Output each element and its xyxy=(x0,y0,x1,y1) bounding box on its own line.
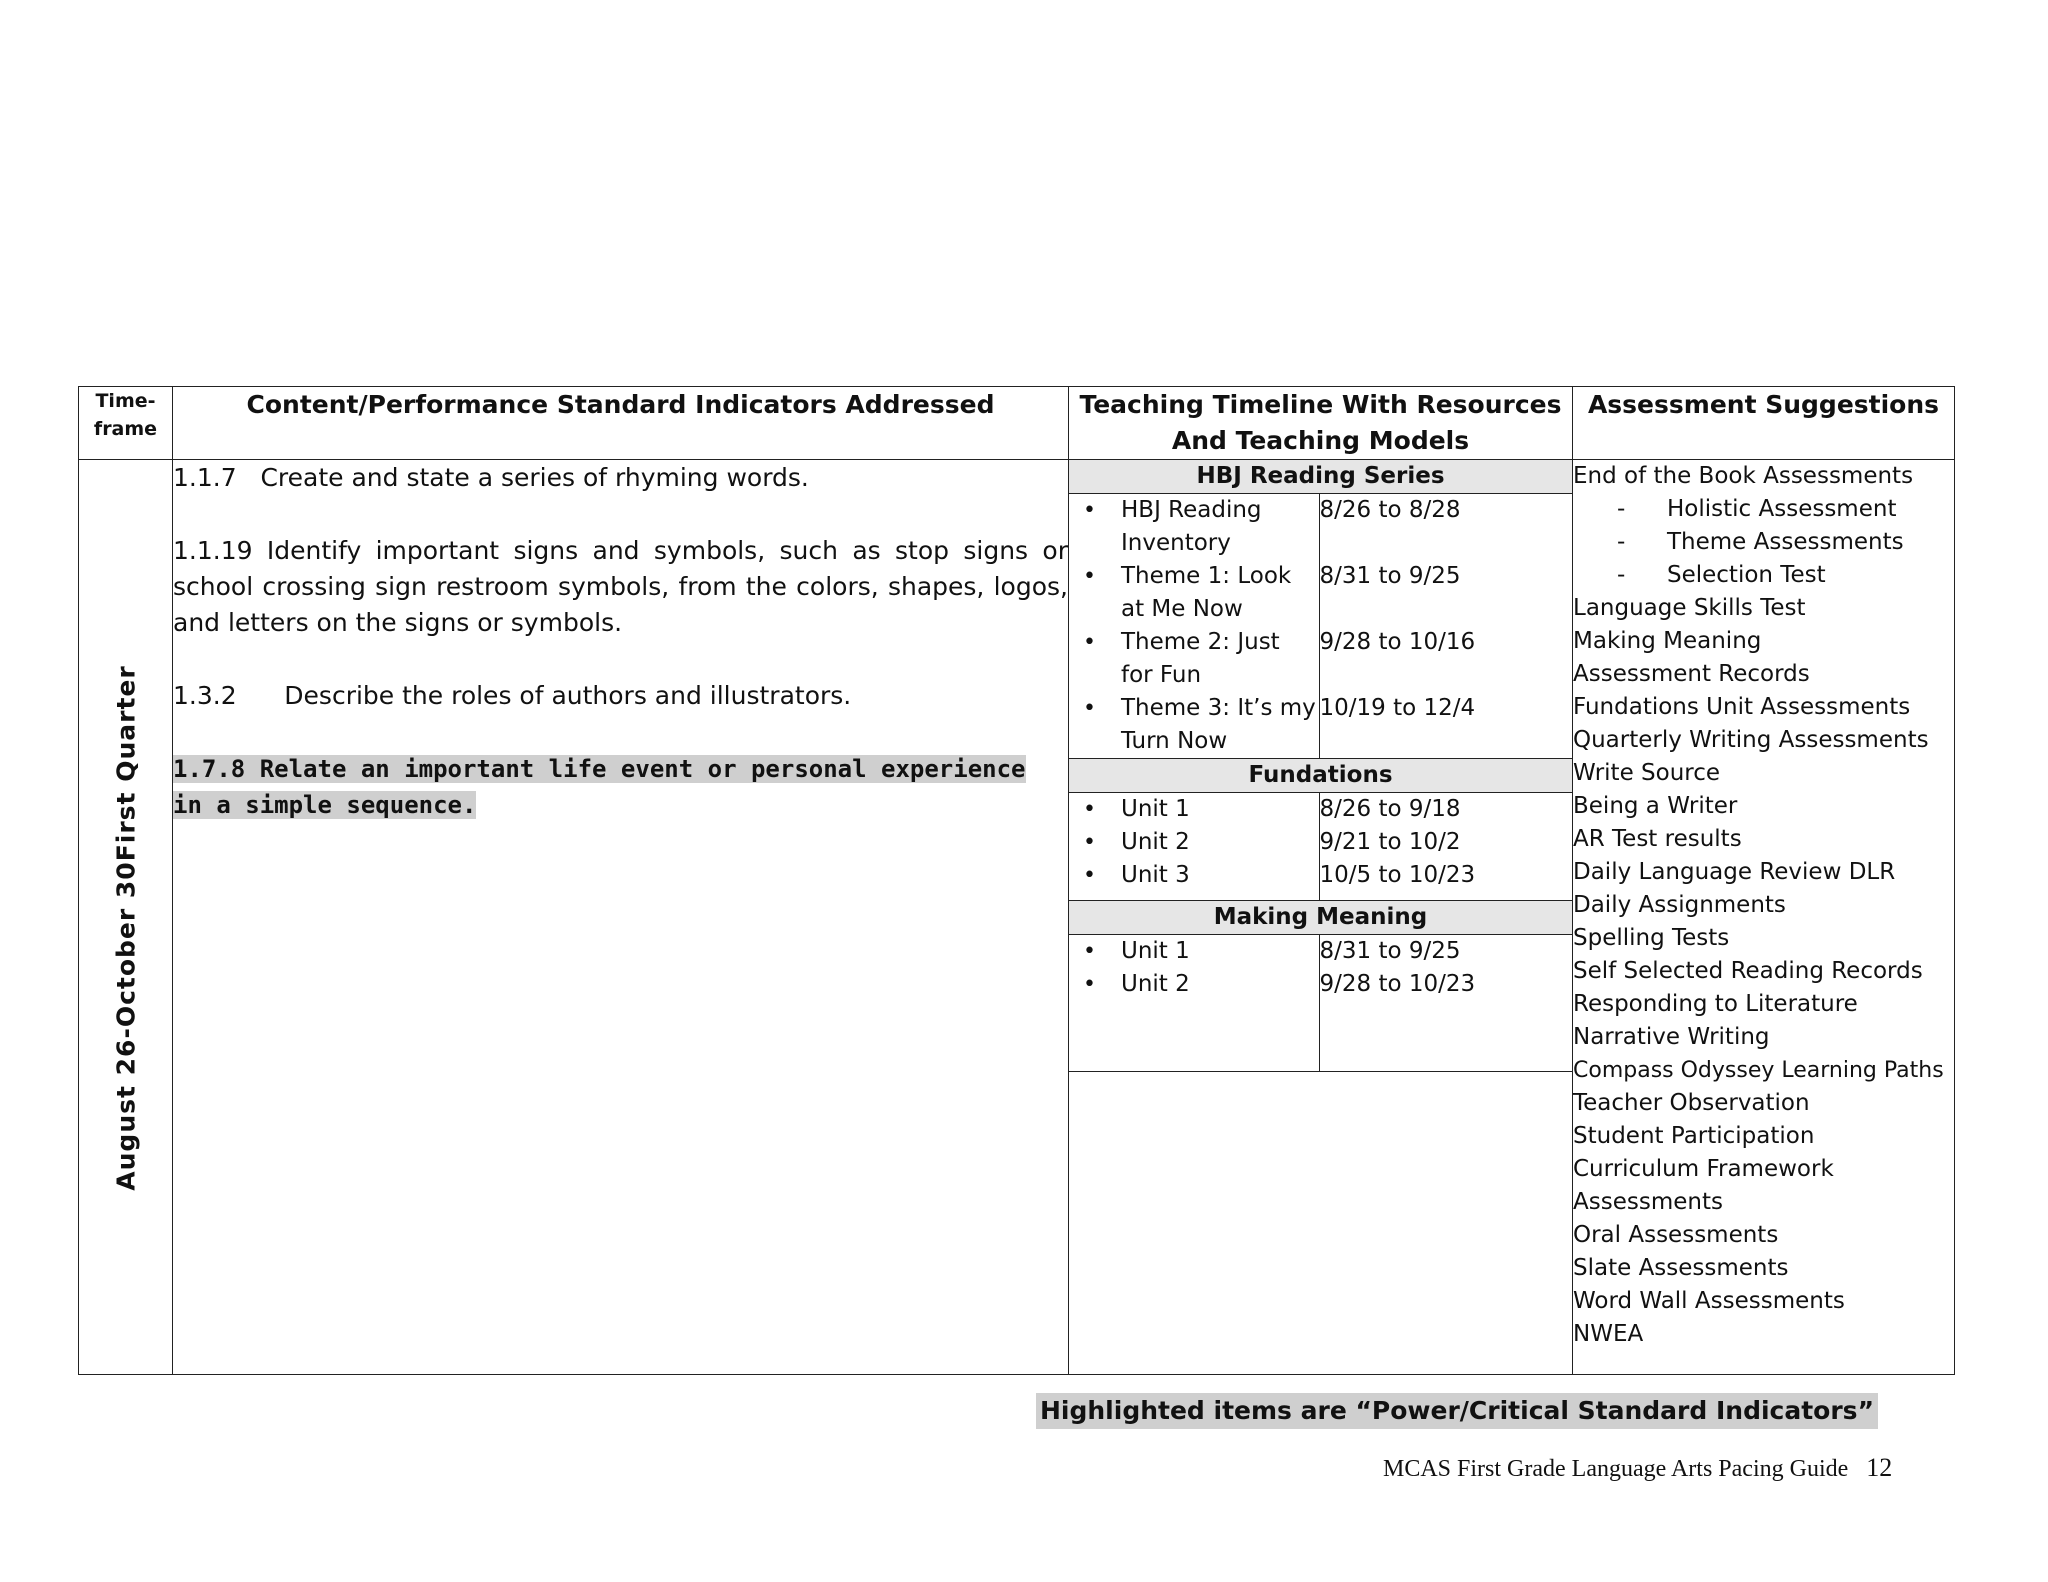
hbj-date: 10/19 to 12/4 xyxy=(1319,695,1476,721)
hbj-items xyxy=(1069,494,1319,759)
pacing-guide-table xyxy=(78,386,1955,1375)
section-making-meaning: Making Meaning xyxy=(1069,901,1572,935)
assessment-item: Self Selected Reading Records xyxy=(1573,958,1923,984)
header-teaching-timeline: Teaching Timeline With Resources And Teaching Models xyxy=(1069,387,1573,460)
assessment-item: Making Meaning Assessment Records xyxy=(1573,628,1810,687)
highlighted-standard-text: 1.7.8 Relate an important life event or personal experience in a simple sequence. xyxy=(173,755,1026,819)
fundations-item: • Unit 2 xyxy=(1083,826,1319,859)
timeframe-cell xyxy=(79,460,173,1375)
hbj-item: • HBJ Reading Inventory xyxy=(1083,494,1319,560)
header-timeframe: Time-frame xyxy=(79,387,173,460)
assessment-item: Student Participation xyxy=(1573,1123,1815,1149)
standard-1-1-19: 1.1.19 Identify important signs and symbols, such as stop signs or school crossing sign restroom symbols, from the colors, shapes, logos, and letters on the signs or symbols. xyxy=(173,536,1068,637)
assessment-subitem: - Theme Assessments xyxy=(1617,529,1904,555)
timeframe-label: August 26-October 30First Quarter xyxy=(111,665,140,1191)
assessment-item: Being a Writer xyxy=(1573,793,1738,819)
assessment-item: Slate Assessments xyxy=(1573,1255,1789,1281)
making-meaning-date: 8/31 to 9/25 xyxy=(1319,938,1461,964)
making-meaning-dates xyxy=(1319,935,1572,1072)
highlight-legend: Highlighted items are “Power/Critical Standard Indicators” xyxy=(1036,1393,1878,1429)
assessment-subitem: - Holistic Assessment xyxy=(1617,496,1897,522)
assessment-item: AR Test results xyxy=(1573,826,1742,852)
fundations-date: 9/21 to 10/2 xyxy=(1319,829,1461,855)
fundations-item: • Unit 1 xyxy=(1083,793,1319,826)
assessment-item: Write Source xyxy=(1573,760,1721,786)
section-hbj-reading-series: HBJ Reading Series xyxy=(1069,460,1572,494)
making-meaning-item: • Unit 2 xyxy=(1083,968,1319,1001)
assessment-item: Daily Assignments xyxy=(1573,892,1786,918)
assessment-subitem: - Selection Test xyxy=(1617,562,1826,588)
standards-cell xyxy=(173,460,1069,1375)
teaching-timeline-table xyxy=(1069,460,1572,1072)
fundations-items xyxy=(1069,793,1319,901)
assessment-item: Teacher Observation xyxy=(1573,1090,1810,1116)
assessment-item: Oral Assessments xyxy=(1573,1222,1779,1248)
assessment-item: Compass Odyssey Learning Paths xyxy=(1573,1058,1944,1083)
hbj-dates xyxy=(1319,494,1572,759)
assessment-item: Word Wall Assessments xyxy=(1573,1288,1845,1314)
assessment-item: Narrative Writing xyxy=(1573,1024,1770,1050)
standard-1-3-2: 1.3.2 Describe the roles of authors and illustrators. xyxy=(173,681,852,710)
header-assessment-suggestions: Assessment Suggestions xyxy=(1573,387,1955,460)
making-meaning-date: 9/28 to 10/23 xyxy=(1319,971,1476,997)
assessment-item: Responding to Literature xyxy=(1573,991,1858,1017)
section-fundations: Fundations xyxy=(1069,759,1572,793)
assessment-item: Quarterly Writing Assessments xyxy=(1573,727,1929,753)
assessment-item: Fundations Unit Assessments xyxy=(1573,694,1911,720)
standard-1-1-7: 1.1.7 Create and state a series of rhyming words. xyxy=(173,463,809,492)
hbj-date: 8/26 to 8/28 xyxy=(1319,497,1461,523)
fundations-dates xyxy=(1319,793,1572,901)
hbj-item: • Theme 3: It’s my Turn Now xyxy=(1083,692,1319,758)
assessment-item: Curriculum Framework Assessments xyxy=(1573,1156,1834,1215)
fundations-item: • Unit 3 xyxy=(1083,859,1319,892)
hbj-item: • Theme 2: Just for Fun xyxy=(1083,626,1319,692)
making-meaning-items xyxy=(1069,935,1319,1072)
page-footer xyxy=(1383,1453,1892,1483)
hbj-item: • Theme 1: Look at Me Now xyxy=(1083,560,1319,626)
hbj-date: 8/31 to 9/25 xyxy=(1319,563,1461,589)
assessment-item: Daily Language Review DLR xyxy=(1573,859,1896,885)
fundations-date: 8/26 to 9/18 xyxy=(1319,796,1461,822)
assessment-item: End of the Book Assessments xyxy=(1573,463,1914,489)
fundations-date: 10/5 to 10/23 xyxy=(1319,862,1476,888)
page-number: 12 xyxy=(1866,1453,1893,1482)
making-meaning-item: • Unit 1 xyxy=(1083,935,1319,968)
footer-title: MCAS First Grade Language Arts Pacing Guide xyxy=(1383,1456,1849,1482)
header-content-standards: Content/Performance Standard Indicators Addressed xyxy=(173,387,1069,460)
assessment-item: Language Skills Test xyxy=(1573,595,1806,621)
assessment-item: NWEA xyxy=(1573,1321,1644,1347)
teaching-timeline-cell xyxy=(1069,460,1573,1375)
standard-1-7-8-highlighted xyxy=(173,751,1068,823)
assessment-item: Spelling Tests xyxy=(1573,925,1730,951)
assessment-cell xyxy=(1573,460,1955,1375)
hbj-date: 9/28 to 10/16 xyxy=(1319,629,1476,655)
